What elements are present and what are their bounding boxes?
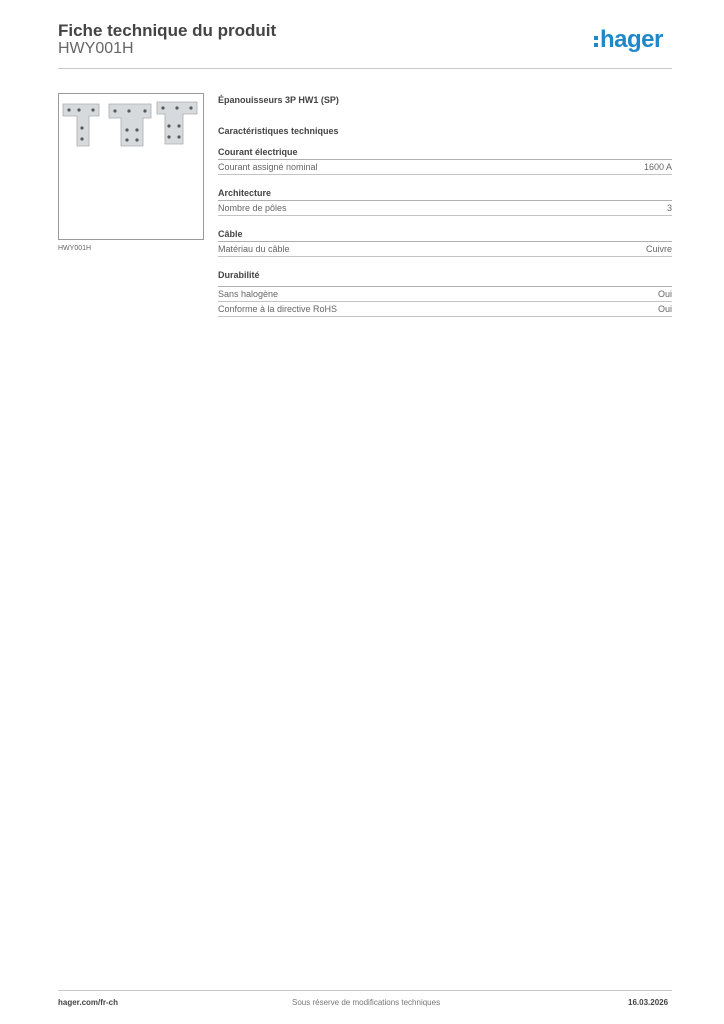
footer-divider: [58, 990, 672, 991]
header-divider: [58, 68, 672, 69]
product-photo-icon: [59, 94, 203, 239]
spec-row: [218, 201, 672, 216]
spec-value: Oui: [657, 289, 672, 299]
spec-row: [218, 286, 672, 302]
footer-date: 16.03.2026: [628, 998, 669, 1007]
product-image: [58, 93, 204, 240]
logo-text: hager: [600, 26, 663, 53]
product-reference: HWY001H: [58, 40, 134, 57]
spec-value: Oui: [657, 304, 672, 314]
footer-disclaimer: Sous réserve de modifications techniques: [292, 998, 441, 1007]
spec-label: Nombre de pôles: [218, 203, 287, 213]
page-title: Fiche technique du produit: [58, 21, 277, 40]
spec-row: [218, 160, 672, 175]
spec-label: Courant assigné nominal: [218, 162, 318, 172]
characteristics-heading: Caractéristiques techniques: [218, 126, 339, 136]
section-heading: Architecture: [218, 188, 672, 201]
product-name: Épanouisseurs 3P HW1 (SP): [218, 95, 339, 105]
spec-label: Sans halogène: [218, 289, 279, 299]
footer-website[interactable]: hager.com/fr-ch: [58, 998, 119, 1007]
section-heading: Courant électrique: [218, 147, 672, 160]
spec-value: 1600 A: [643, 162, 672, 172]
spec-value: Cuivre: [645, 244, 672, 254]
spec-row: [218, 302, 672, 317]
section-heading: Câble: [218, 229, 672, 242]
image-caption: HWY001H: [58, 245, 92, 252]
logo-dots-icon: [594, 36, 598, 47]
spec-content: [218, 95, 672, 317]
section-heading: Durabilité: [218, 270, 260, 280]
spec-row: [218, 242, 672, 257]
spec-value: 3: [666, 203, 672, 213]
spec-label: Matériau du câble: [218, 244, 290, 254]
spec-label: Conforme à la directive RoHS: [218, 304, 338, 314]
hager-logo: [594, 28, 663, 52]
